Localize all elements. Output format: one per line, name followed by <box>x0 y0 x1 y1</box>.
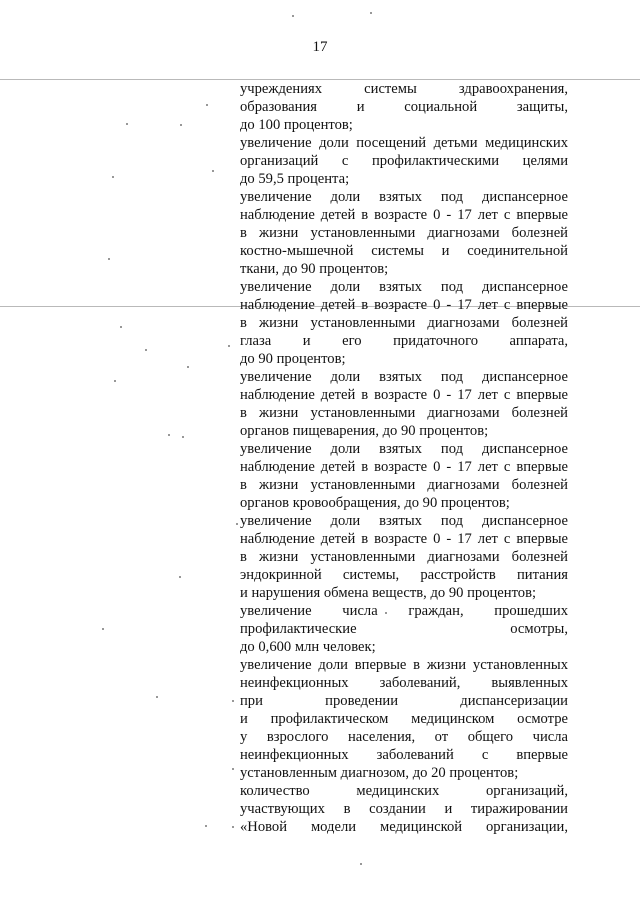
text-line: костно-мышечной системы и соединительной <box>240 243 568 259</box>
text-line: неинфекционных заболеваний с впервые <box>240 747 568 763</box>
text-line: увеличение числа граждан, прошедших <box>240 603 568 619</box>
text-line: в жизни установленными диагнозами болезней <box>240 225 568 241</box>
scan-speck <box>102 628 104 630</box>
text-line: наблюдение детей в возрасте 0 - 17 лет с впервые <box>240 531 568 547</box>
text-line: у взрослого населения, от общего числа <box>240 729 568 745</box>
scan-speck <box>206 104 208 106</box>
text-line: наблюдение детей в возрасте 0 - 17 лет с впервые <box>240 207 568 223</box>
scan-speck <box>360 863 362 865</box>
text-line: увеличение доли взятых под диспансерное <box>240 189 568 205</box>
text-line: до 59,5 процента; <box>240 171 350 187</box>
scan-speck <box>205 825 207 827</box>
text-line: ткани, до 90 процентов; <box>240 261 389 277</box>
scan-speck <box>228 345 230 347</box>
text-line: в жизни установленными диагнозами болезней <box>240 477 568 493</box>
text-line: и профилактическом медицинском осмотре <box>240 711 568 727</box>
scan-speck <box>370 12 372 14</box>
scan-speck <box>108 258 110 260</box>
scan-speck <box>236 523 238 525</box>
scan-speck <box>114 380 116 382</box>
text-line: увеличение доли взятых под диспансерное <box>240 441 568 457</box>
text-line: увеличение доли посещений детьми медицинских <box>240 135 568 151</box>
text-line: неинфекционных заболеваний, выявленных <box>240 675 568 691</box>
text-line: наблюдение детей в возрасте 0 - 17 лет с впервые <box>240 459 568 475</box>
scan-speck <box>120 326 122 328</box>
document-body <box>240 80 568 836</box>
scan-speck <box>232 826 234 828</box>
scan-speck <box>126 123 128 125</box>
text-line: наблюдение детей в возрасте 0 - 17 лет с впервые <box>240 297 568 313</box>
text-line: в жизни установленными диагнозами болезней <box>240 315 568 331</box>
scan-speck <box>145 349 147 351</box>
text-line: участвующих в создании и тиражировании <box>240 801 568 817</box>
text-line: увеличение доли впервые в жизни установленных <box>240 657 568 673</box>
text-line: образования и социальной защиты, <box>240 99 568 115</box>
text-line: наблюдение детей в возрасте 0 - 17 лет с впервые <box>240 387 568 403</box>
scan-speck <box>232 768 234 770</box>
scan-speck <box>232 700 234 702</box>
text-line: органов кровообращения, до 90 процентов; <box>240 495 510 511</box>
scan-speck <box>180 124 182 126</box>
scan-speck <box>182 436 184 438</box>
text-line: глаза и его придаточного аппарата, <box>240 333 568 349</box>
text-line: организаций с профилактическими целями <box>240 153 568 169</box>
text-line: увеличение доли взятых под диспансерное <box>240 369 568 385</box>
scan-speck <box>112 176 114 178</box>
text-line: при проведении диспансеризации <box>240 693 568 709</box>
text-line: количество медицинских организаций, <box>240 783 568 799</box>
scan-speck <box>212 170 214 172</box>
text-line: эндокринной системы, расстройств питания <box>240 567 568 583</box>
scan-speck <box>156 696 158 698</box>
text-line: учреждениях системы здравоохранения, <box>240 81 568 97</box>
text-line: органов пищеварения, до 90 процентов; <box>240 423 489 439</box>
text-line: в жизни установленными диагнозами болезней <box>240 549 568 565</box>
text-line: и нарушения обмена веществ, до 90 процентов; <box>240 585 537 601</box>
scan-speck <box>187 366 189 368</box>
text-line: до 90 процентов; <box>240 351 346 367</box>
text-line: до 100 процентов; <box>240 117 353 133</box>
text-line: профилактические осмотры, <box>240 621 568 637</box>
text-line: в жизни установленными диагнозами болезней <box>240 405 568 421</box>
page-number: 17 <box>312 39 328 55</box>
text-line: «Новой модели медицинской организации, <box>240 819 568 835</box>
text-line: до 0,600 млн человек; <box>240 639 376 655</box>
scan-speck <box>168 434 170 436</box>
scan-speck <box>179 576 181 578</box>
scan-speck <box>292 15 294 17</box>
text-line: увеличение доли взятых под диспансерное <box>240 513 568 529</box>
text-line: увеличение доли взятых под диспансерное <box>240 279 568 295</box>
text-line: установленным диагнозом, до 20 процентов; <box>240 765 519 781</box>
